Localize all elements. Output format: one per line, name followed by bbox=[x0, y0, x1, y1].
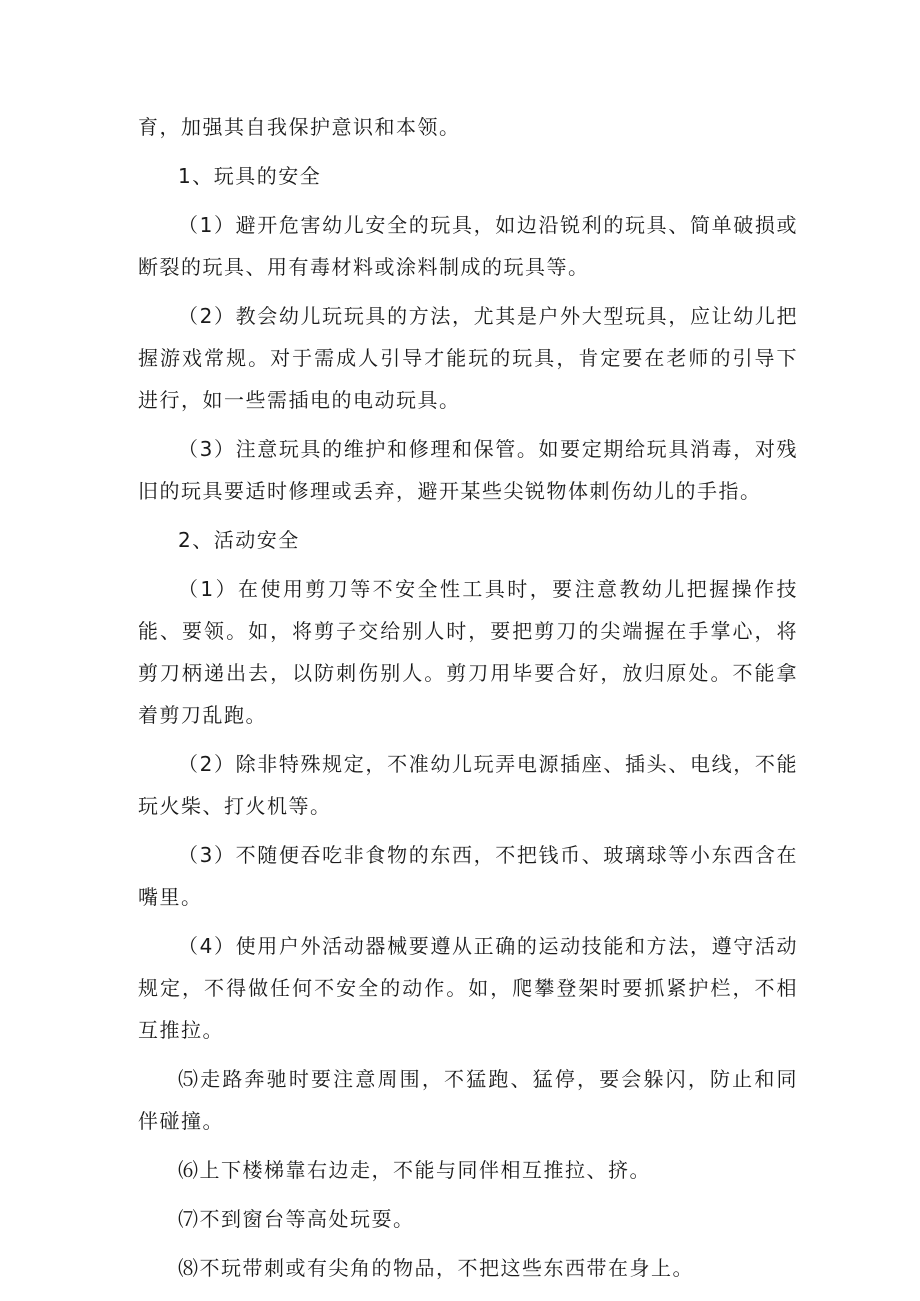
paragraph-activity-5: ⑸走路奔驰时要注意周围，不猛跑、猛停，要会躲闪，防止和同伴碰撞。 bbox=[138, 1067, 798, 1133]
section-heading-toy-safety: 1、玩具的安全 bbox=[178, 164, 322, 188]
paragraph-activity-2: （2）除非特殊规定，不准幼儿玩弄电源插座、插头、电线，不能玩火柴、打火机等。 bbox=[138, 752, 798, 818]
document-body bbox=[138, 106, 798, 1289]
paragraph-activity-1: （1）在使用剪刀等不安全性工具时，要注意教幼儿把握操作技能、要领。如，将剪子交给别人时，要把剪刀的尖端握在手掌心，将剪刀柄递出去，以防刺伤别人。剪刀用毕要合好，放归原处。不能拿着剪刀乱跑。 bbox=[138, 577, 798, 727]
paragraph-continuation: 育，加强其自我保护意识和本领。 bbox=[138, 115, 461, 139]
paragraph-toy-3: （3）注意玩具的维护和修理和保管。如要定期给玩具消毒，对残旧的玩具要适时修理或丢弃，避开某些尖锐物体刺伤幼儿的手指。 bbox=[138, 437, 798, 503]
paragraph-activity-3: （3）不随便吞吃非食物的东西，不把钱币、玻璃球等小东西含在嘴里。 bbox=[138, 843, 798, 909]
section-heading-activity-safety: 2、活动安全 bbox=[178, 528, 300, 552]
paragraph-toy-2: （2）教会幼儿玩玩具的方法，尤其是户外大型玩具，应让幼儿把握游戏常规。对于需成人引导才能玩的玩具，肯定要在老师的引导下进行，如一些需插电的电动玩具。 bbox=[138, 304, 798, 412]
paragraph-activity-8: ⑻不玩带刺或有尖角的物品，不把这些东西带在身上。 bbox=[178, 1256, 694, 1280]
paragraph-toy-1: （1）避开危害幼儿安全的玩具，如边沿锐利的玩具、简单破损或断裂的玩具、用有毒材料或涂料制成的玩具等。 bbox=[138, 213, 798, 279]
paragraph-activity-6: ⑹上下楼梯靠右边走，不能与同伴相互推拉、挤。 bbox=[178, 1158, 651, 1182]
paragraph-activity-4: （4）使用户外活动器械要遵从正确的运动技能和方法，遵守活动规定，不得做任何不安全的动作。如，爬攀登架时要抓紧护栏，不相互推拉。 bbox=[138, 934, 798, 1042]
paragraph-activity-7: ⑺不到窗台等高处玩耍。 bbox=[178, 1207, 415, 1231]
